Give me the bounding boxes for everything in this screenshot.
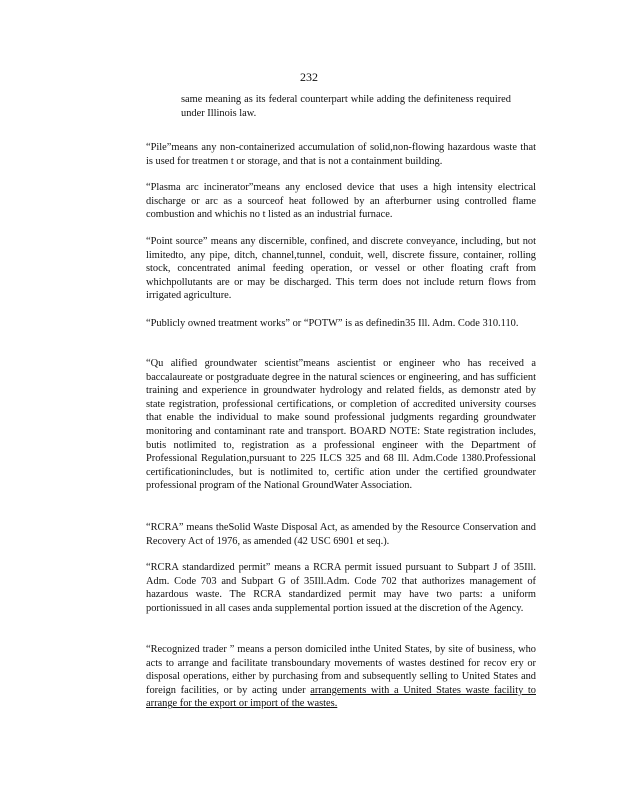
definition-pile: “Pile”means any non-containerized accumulation of solid,non-flowing hazardous waste that is used for treatmen t or storage, and that is not a containment building. [146,142,536,167]
definition-recognized-trader [146,643,536,711]
page-number: 232 [300,70,318,84]
definition-point-source: “Point source” means any discernible, confined, and discrete conveyance, including, but not limitedto, any pipe, ditch, channel,tunnel, conduit, well, discrete fissure, container, rolling stock, concentrated animal feeding operation, or vessel or other floating craft from whichpollutants are or may be discharged. This term does not include return flows from irrigated agriculture. [146,236,536,302]
recognized-trader-underlined-amendment: arrangements with a United States waste facility to arrange for the export or import of the wastes. [146,684,536,710]
definition-plasma-arc-incinerator: “Plasma arc incinerator”means any enclosed device that uses a high intensity electrical discharge or arc as a sourceof heat followed by an afterburner using controlled flame combustion and whichis no t listed as an industrial furnace. [146,182,536,221]
paragraph-continuation: same meaning as its federal counterpart while adding the definiteness required under Illinois law. [181,94,511,119]
definition-rcra: “RCRA” means theSolid Waste Disposal Act, as amended by the Resource Conservation and Recovery Act of 1976, as amended (42 USC 6901 et seq.). [146,522,536,547]
definition-potw: “Publicly owned treatment works” or “POTW” is as definedin35 Ill. Adm. Code 310.110. [146,318,519,329]
definition-qualified-groundwater-scientist: “Qu alified groundwater scientist”means ascientist or engineer who has received a baccalaureate or postgraduate degree in the natural sciences or engineering, and has sufficient training and experience in groundwater hydrology and related fields, as demonstr ated by state registration, professional certifications, or completion of accredited university courses that enable the individual to make sound professional judgments regarding groundwater monitoring and contaminant rate and transport. BOARD NOTE: State registration includes, butis notlimited to, registration as a professional engineer with the Department of Professional Regulation,pursuant to 225 ILCS 325 and 68 Ill. Adm.Code 1380.Professional certificationincludes, but is notlimited to, certific ation under the certified groundwater professional program of the National GroundWater Association. [146,358,536,492]
definition-rcra-standardized-permit: “RCRA standardized permit” means a RCRA permit issued pursuant to Subpart J of 35Ill. Adm. Code 703 and Subpart G of 35Ill.Adm. Code 702 that authorizes management of hazardous waste. The RCRA standardized permit may have two parts: a uniform portionissued in all cases anda supplemental portion issued at the discretion of the Agency. [146,562,536,614]
recognized-trader-text: “Recognized trader ” means a person domiciled inthe United States, by site of business, who acts to arrange and facilitate transboundary movements of wastes destined for recov ery or disposal operations, either by purchasing from and subsequently selling to United States and foreign facilities, or by acting under [146,644,536,696]
